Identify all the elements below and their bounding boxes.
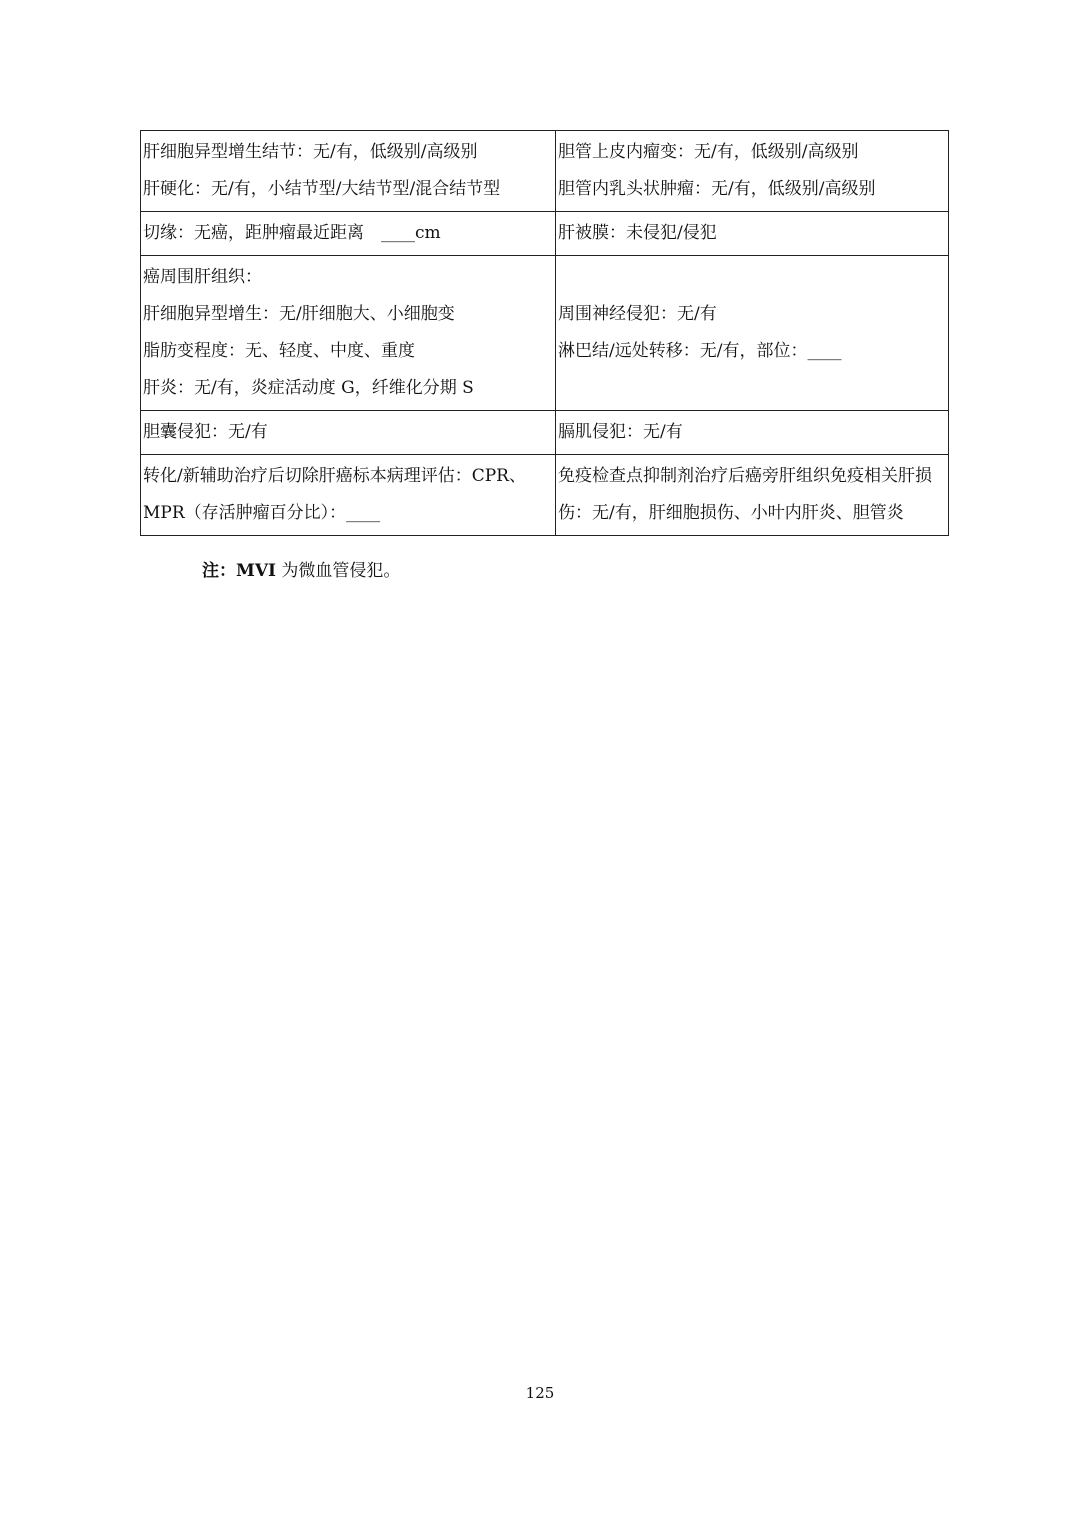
cell-line: 免疫检查点抑制剂治疗后癌旁肝组织免疫相关肝损伤：无/有，肝细胞损伤、小叶内肝炎、胆管炎: [558, 466, 932, 523]
page-number: 125: [525, 1384, 555, 1402]
cell-line: 淋巴结/远处转移：无/有，部位：____: [558, 341, 842, 361]
cell-line: 癌周围肝组织：: [143, 267, 262, 287]
table-row: [141, 212, 949, 256]
table-cell: [556, 212, 949, 256]
table-footnote: [202, 559, 400, 583]
cell-line: 胆管上皮内瘤变：无/有，低级别/高级别: [558, 142, 859, 162]
cell-line: 膈肌侵犯：无/有: [558, 422, 683, 442]
table-row: [141, 455, 949, 536]
table-cell: [141, 455, 556, 536]
cell-line: 转化/新辅助治疗后切除肝癌标本病理评估：CPR、MPR（存活肿瘤百分比）：____: [143, 466, 526, 523]
cell-line: 脂肪变程度：无、轻度、中度、重度: [143, 341, 415, 361]
table-row: [141, 411, 949, 455]
table-row: [141, 256, 949, 411]
table-cell: [141, 256, 556, 411]
cell-line: 切缘：无癌，距肿瘤最近距离 ____cm: [143, 223, 441, 243]
pathology-report-table: [140, 130, 949, 536]
table-cell: [556, 411, 949, 455]
cell-line: 肝细胞异型增生结节：无/有，低级别/高级别: [143, 142, 478, 162]
table-cell: [556, 131, 949, 212]
table-cell: [141, 411, 556, 455]
cell-line: 胆囊侵犯：无/有: [143, 422, 268, 442]
cell-line: 胆管内乳头状肿瘤：无/有，低级别/高级别: [558, 179, 876, 199]
table-row: [141, 131, 949, 212]
table-cell: [556, 455, 949, 536]
cell-line: 周围神经侵犯：无/有: [558, 304, 717, 324]
table-cell: [141, 131, 556, 212]
table-cell: [141, 212, 556, 256]
footnote-prefix: 注：MVI: [202, 561, 276, 581]
cell-line: 肝炎：无/有，炎症活动度 G，纤维化分期 S: [143, 378, 474, 398]
footnote-text: 为微血管侵犯。: [275, 561, 401, 581]
cell-line: 肝硬化：无/有，小结节型/大结节型/混合结节型: [143, 179, 501, 199]
cell-line: 肝被膜：未侵犯/侵犯: [558, 223, 717, 243]
table-cell: [556, 256, 949, 411]
cell-line: 肝细胞异型增生：无/肝细胞大、小细胞变: [143, 304, 455, 324]
